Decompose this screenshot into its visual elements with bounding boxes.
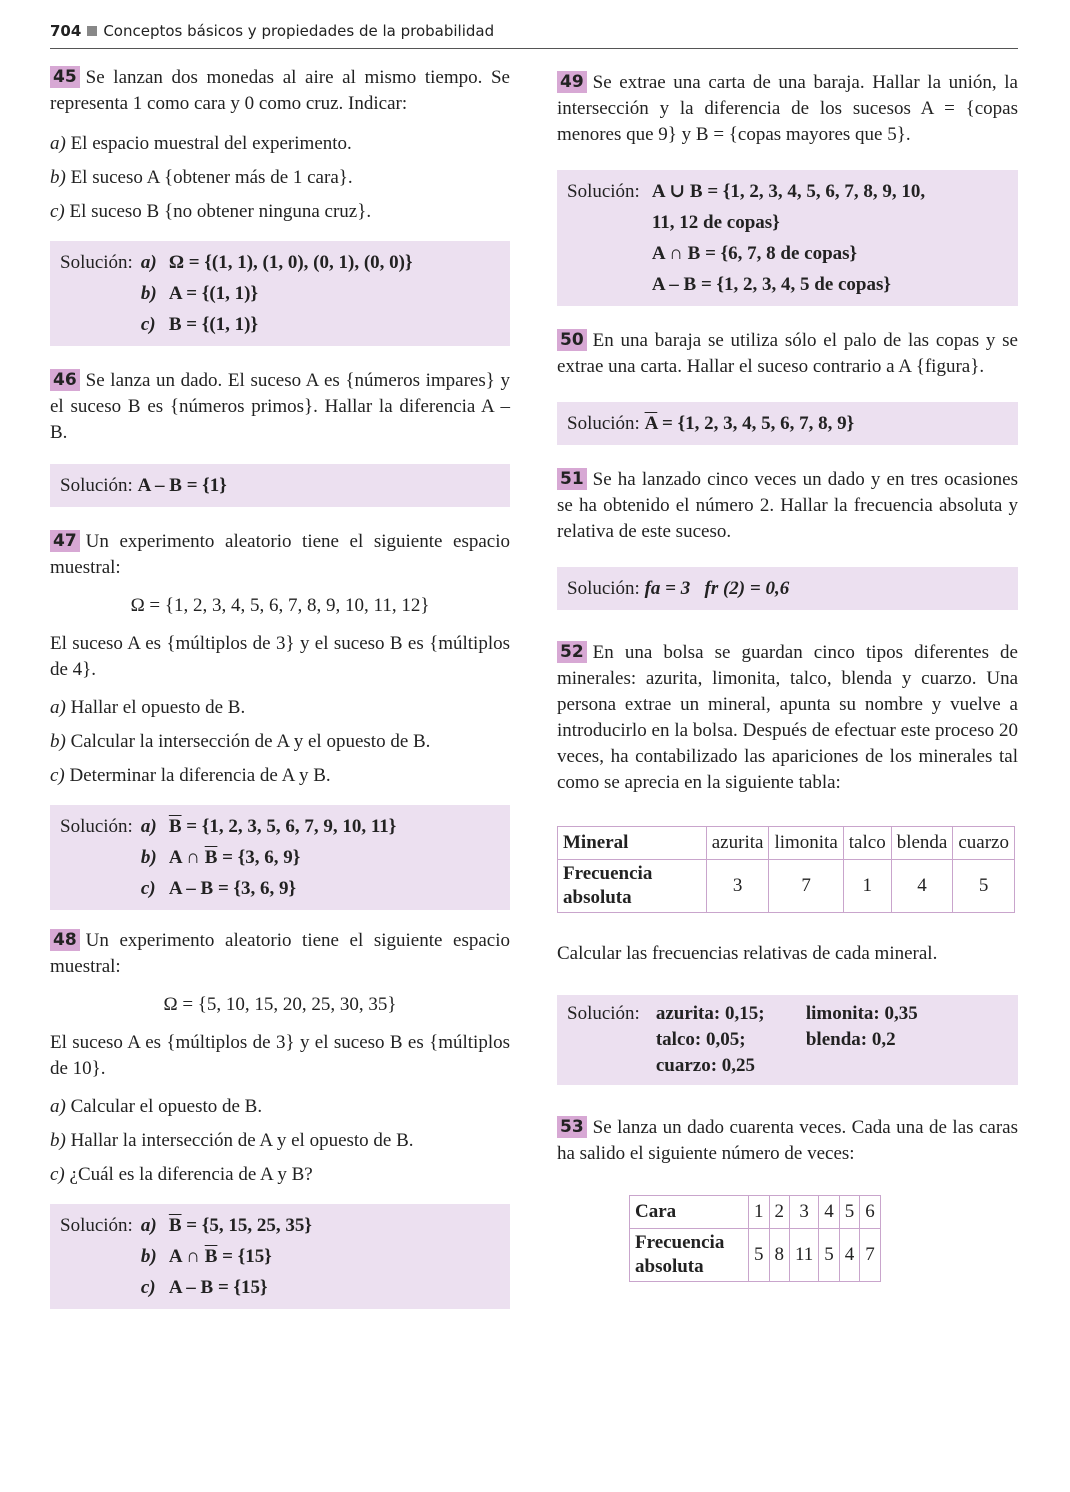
solution-box: Solución: a) $\overline{B} = \{1$, 2, 3, 5, 6, 7, 9, 10, 11} b) A ∩ $\overline{B} = \{3$, 6, 9} c) A – B = {3, 6, 9}: [50, 805, 510, 910]
exercise-number: 45: [50, 66, 80, 88]
solution-box: Solución: fa = 3 fr (2) = 0,6: [557, 567, 1018, 610]
exercise-text: El suceso A es {múltiplos de 3} y el suceso B es {múltiplos de 4}.: [50, 633, 510, 680]
square-icon: [87, 26, 97, 36]
solution-box: Solución: a) Ω = {(1, 1), (1, 0), (0, 1), (0, 0)} b) A = {(1, 1)} c) B = {(1, 1)}: [50, 241, 510, 346]
solution-box: Solución: A – B = {1}: [50, 464, 510, 507]
exercise-number: 46: [50, 369, 80, 391]
list-item: a) El espacio muestral del experimento.: [50, 133, 352, 154]
solution-label: Solución:: [567, 413, 640, 434]
exercise-number: 51: [557, 468, 587, 490]
table-row: Cara 1 2 3 4 5 6: [630, 1196, 881, 1229]
minerals-table: [557, 826, 1015, 913]
table-row: Frecuencia absoluta 3 7 1 4 5: [558, 860, 1015, 913]
exercise-number: 49: [557, 71, 587, 93]
exercise-text: Se ha lanzado cinco veces un dado y en tres ocasiones se ha obtenido el número 2. Hallar la frecuencia absoluta y relativa de este suceso.: [557, 469, 1018, 542]
list-item: b) Calcular la intersección de A y el opuesto de B.: [50, 731, 431, 752]
table-row: Frecuencia absoluta 5 8 11 5 4 7: [630, 1229, 881, 1282]
exercise-text: Un experimento aleatorio tiene el siguiente espacio muestral:: [50, 531, 510, 578]
solution-label: Solución:: [567, 181, 640, 202]
solution-label: Solución:: [60, 816, 133, 837]
exercise-48: [50, 928, 510, 980]
exercise-51: [557, 467, 1018, 545]
solution-label: Solución:: [60, 1215, 133, 1236]
list-item: c) El suceso B {no obtener ninguna cruz}.: [50, 201, 372, 222]
header-title: Conceptos básicos y propiedades de la probabilidad: [103, 22, 495, 40]
exercise-45: [50, 65, 510, 117]
exercise-text: Se lanza un dado. El suceso A es {números impares} y el suceso B es {números primos}. Hallar la diferencia A – B.: [50, 370, 510, 443]
list-item: b) El suceso A {obtener más de 1 cara}.: [50, 167, 353, 188]
list-item: b) Hallar la intersección de A y el opuesto de B.: [50, 1130, 414, 1151]
dice-table: [629, 1195, 881, 1282]
solution-label: Solución:: [60, 252, 133, 273]
exercise-number: 53: [557, 1116, 587, 1138]
exercise-52: [557, 640, 1018, 796]
question-text: Calcular las frecuencias relativas de cada mineral.: [557, 943, 938, 964]
exercise-50: [557, 328, 1018, 380]
solution-box: Solución: A ∪ B = {1, 2, 3, 4, 5, 6, 7, 8, 9, 10, 11, 12 de copas} A ∩ B = {6, 7, 8 de copas} A – B = {1, 2, 3, 4, 5 de copas}: [557, 170, 1018, 306]
exercise-text: Se lanzan dos monedas al aire al mismo tiempo. Se representa 1 como cara y 0 como cruz. Indicar:: [50, 67, 510, 114]
exercise-number: 48: [50, 929, 80, 951]
exercise-text: En una bolsa se guardan cinco tipos diferentes de minerales: azurita, limonita, talco, blenda y cuarzo. Una persona extrae un mineral, apunta su nombre y vuelve a introducirlo en la bolsa. Después de efectuar este proceso 20 veces, ha contabilizado las apariciones de los minerales tal como se aprecia en la siguiente tabla:: [557, 642, 1018, 793]
exercise-number: 50: [557, 329, 587, 351]
page-header: [50, 22, 1018, 49]
sample-space: Ω = {5, 10, 15, 20, 25, 30, 35}: [163, 994, 397, 1015]
exercise-text: Se extrae una carta de una baraja. Hallar la unión, la intersección y la diferencia de los sucesos A = {copas menores que 9} y B = {copas mayores que 5}.: [557, 72, 1018, 145]
exercise-text: El suceso A es {múltiplos de 3} y el suceso B es {múltiplos de 10}.: [50, 1032, 510, 1079]
solution-box: Solución: azurita: 0,15; limonita: 0,35 talco: 0,05; blenda: 0,2 cuarzo: 0,25: [557, 995, 1018, 1085]
list-item: c) ¿Cuál es la diferencia de A y B?: [50, 1164, 313, 1185]
exercise-text: Un experimento aleatorio tiene el siguiente espacio muestral:: [50, 930, 510, 977]
exercise-text: En una baraja se utiliza sólo el palo de las copas y se extrae una carta. Hallar el suceso contrario a A {figura}.: [557, 330, 1018, 377]
sample-space: Ω = {1, 2, 3, 4, 5, 6, 7, 8, 9, 10, 11, 12}: [130, 595, 430, 616]
right-column: [557, 70, 1018, 1282]
exercise-49: [557, 70, 1018, 148]
solution-label: Solución:: [567, 578, 640, 599]
solution-box: Solución: $\overline{A} = \{1$, 2, 3, 4, 5, 6, 7, 8, 9}: [557, 402, 1018, 445]
list-item: a) Calcular el opuesto de B.: [50, 1096, 263, 1117]
left-column: [50, 65, 510, 1309]
exercise-number: 52: [557, 641, 587, 663]
exercise-number: 47: [50, 530, 80, 552]
page-number: 704: [50, 22, 82, 40]
table-row: Mineral azurita limonita talco blenda cuarzo: [558, 827, 1015, 860]
solution-label: Solución:: [567, 1003, 640, 1024]
exercise-47: [50, 529, 510, 581]
list-item: c) Determinar la diferencia de A y B.: [50, 765, 331, 786]
list-item: a) Hallar el opuesto de B.: [50, 697, 246, 718]
exercise-53: [557, 1115, 1018, 1167]
solution-box: Solución: a) $\overline{B} = \{5$, 15, 25, 35} b) A ∩ $\overline{B} = \{15\}$ c) A – B = {15}: [50, 1204, 510, 1309]
solution-label: Solución:: [60, 475, 133, 496]
exercise-46: [50, 368, 510, 446]
exercise-text: Se lanza un dado cuarenta veces. Cada una de las caras ha salido el siguiente número de veces:: [557, 1117, 1018, 1164]
